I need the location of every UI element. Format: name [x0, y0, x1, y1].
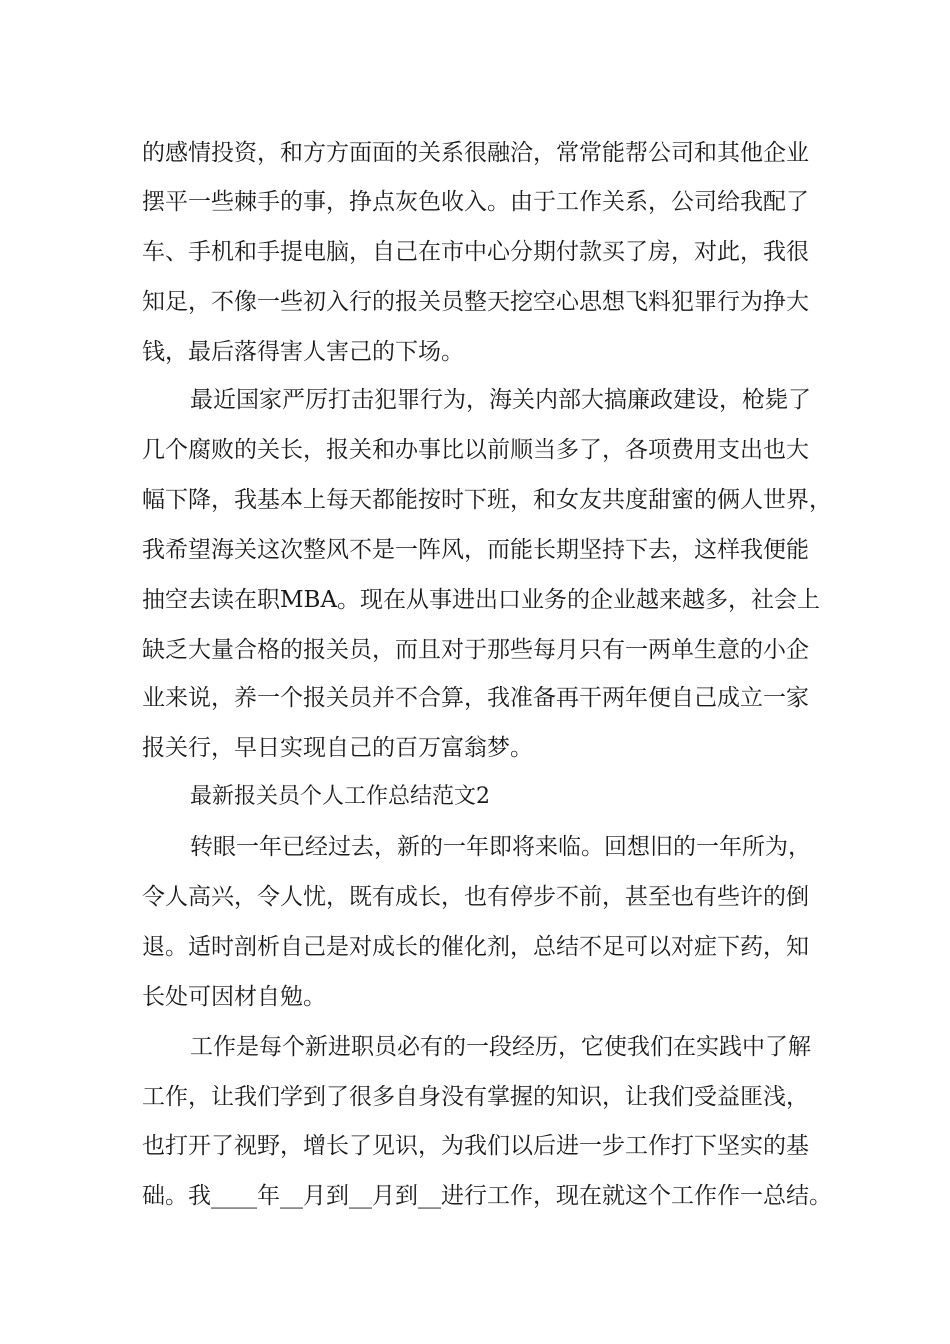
paragraph-2-line-8: 报关行，早日实现自己的百万富翁梦。 [142, 735, 533, 761]
paragraph-1-line-4: 知足，不像一些初入行的报关员整天挖空心思想飞料犯罪行为挣大 [142, 289, 809, 315]
paragraph-3-line-1: 转眼一年已经过去，新的一年即将来临。回想旧的一年所为， [190, 834, 811, 860]
paragraph-2-line-3: 幅下降，我基本上每天都能按时下班，和女友共度甜蜜的俩人世界， [142, 487, 832, 513]
section-heading: 最新报关员个人工作总结范文2 [190, 784, 490, 809]
paragraph-4-line-2: 工作，让我们学到了很多自身没有掌握的知识，让我们受益匪浅， [142, 1084, 809, 1110]
paragraph-4-line-1: 工作是每个新进职员必有的一段经历，它使我们在实践中了解 [190, 1034, 811, 1060]
paragraph-4-line-4: 础。我____年__月到__月到__进行工作，现在就这个工作作一总结。 [142, 1183, 832, 1209]
paragraph-2-line-5: 抽空去读在职MBA。现在从事进出口业务的企业越来越多，社会上 [142, 587, 821, 613]
paragraph-1-line-2: 摆平一些棘手的事，挣点灰色收入。由于工作关系，公司给我配了 [142, 189, 809, 215]
paragraph-2-line-7: 业来说，养一个报关员并不合算，我准备再干两年便自己成立一家 [142, 685, 809, 711]
paragraph-1-line-3: 车、手机和手提电脑，自己在市中心分期付款买了房，对此，我很 [142, 239, 809, 265]
paragraph-2-line-2: 几个腐败的关长，报关和办事比以前顺当多了，各项费用支出也大 [142, 437, 809, 463]
paragraph-2-line-6: 缺乏大量合格的报关员，而且对于那些每月只有一两单生意的小企 [142, 637, 809, 663]
paragraph-1-line-1: 的感情投资，和方方面面的关系很融洽，常常能帮公司和其他企业 [142, 140, 809, 166]
paragraph-3-line-2: 令人高兴，令人忧，既有成长，也有停步不前，甚至也有些许的倒 [142, 884, 809, 910]
paragraph-1-line-5: 钱，最后落得害人害己的下场。 [142, 339, 464, 365]
paragraph-2-line-4: 我希望海关这次整风不是一阵风，而能长期坚持下去，这样我便能 [142, 537, 809, 563]
paragraph-3-line-3: 退。适时剖析自己是对成长的催化剂，总结不足可以对症下药，知 [142, 934, 809, 960]
paragraph-4-line-3: 也打开了视野，增长了见识，为我们以后进一步工作打下坚实的基 [142, 1133, 809, 1159]
paragraph-2-line-1: 最近国家严厉打击犯罪行为，海关内部大搞廉政建设，枪毙了 [190, 387, 811, 413]
paragraph-3-line-4: 长处可因材自勉。 [142, 984, 326, 1010]
